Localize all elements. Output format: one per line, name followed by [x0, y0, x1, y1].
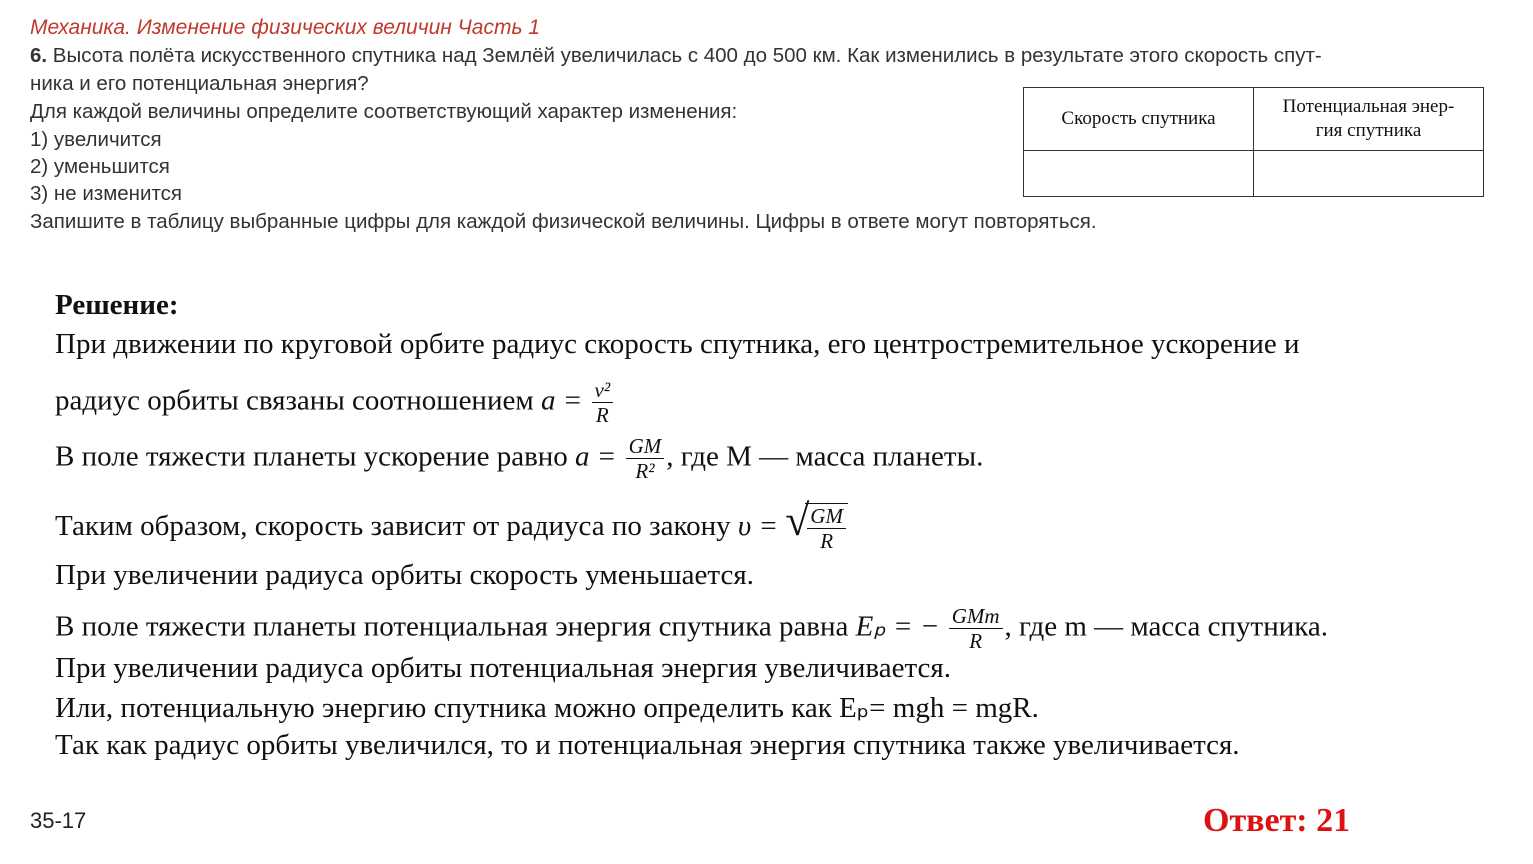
formula-3-num: GM: [807, 504, 846, 529]
solution-line-5: При увеличении радиуса орбиты скорость уменьшается.: [55, 559, 754, 591]
header-title: Механика. Изменение физических величин Часть 1: [30, 16, 541, 39]
table-cell-speed[interactable]: [1024, 151, 1254, 197]
formula-3-den: R: [820, 529, 834, 554]
formula-4-fraction: [949, 604, 1003, 653]
solution-line-3: [55, 434, 983, 483]
problem-line-3: Для каждой величины определите соответствующий характер изменения:: [30, 100, 738, 123]
solution-line-6-text: В поле тяжести планеты потенциальная энергия спутника равна: [55, 610, 849, 643]
answer-text: Ответ: 21: [1203, 802, 1351, 839]
solution-line-2: [55, 378, 615, 427]
formula-1-lhs: a =: [540, 384, 583, 417]
formula-4-lhs: Eₚ = −: [855, 610, 940, 643]
problem-line-2: ника и его потенциальная энергия?: [30, 72, 369, 95]
solution-line-6: [55, 604, 1328, 653]
formula-4-num: GMm: [949, 604, 1003, 629]
option-1: 1) увеличится: [30, 128, 162, 151]
answer-table: [1023, 87, 1484, 197]
table-cell-energy[interactable]: [1254, 151, 1484, 197]
solution-line-3-text: В поле тяжести планеты ускорение равно: [55, 440, 568, 473]
page-number: 35-17: [30, 808, 87, 833]
solution-line-4: [55, 496, 848, 554]
formula-3-lhs: υ =: [737, 509, 779, 542]
formula-2-lhs: a =: [575, 440, 617, 473]
sqrt-sign: √: [785, 496, 810, 545]
formula-1-num: v²: [592, 378, 614, 403]
formula-2-den: R²: [635, 459, 655, 484]
solution-line-2-text: радиус орбиты связаны соотношением: [55, 384, 534, 417]
table-header-energy-line2: гия спутника: [1315, 120, 1422, 141]
solution-title: Решение:: [55, 289, 179, 321]
problem-instruction: Запишите в таблицу выбранные цифры для каждой физической величины. Цифры в ответе могут повторяться.: [30, 210, 1097, 233]
formula-1-den: R: [595, 403, 609, 428]
solution-line-3-post: , где М — масса планеты.: [666, 440, 984, 473]
option-3: 3) не изменится: [30, 182, 182, 205]
formula-2-fraction: [626, 434, 665, 483]
solution-line-6-post: , где m — масса спутника.: [1004, 610, 1329, 643]
formula-4-den: R: [969, 629, 983, 654]
problem-text-1: Высота полёта искусственного спутника над Землёй увеличилась с 400 до 500 км. Как изменились в результате этого скорость спут-: [47, 44, 1322, 67]
option-2: 2) уменьшится: [30, 155, 170, 178]
table-header-speed: Скорость спутника: [1024, 88, 1254, 151]
formula-3-fraction: [807, 504, 846, 553]
solution-line-9: Так как радиус орбиты увеличился, то и потенциальная энергия спутника также увеличивается.: [55, 729, 1240, 761]
problem-line-1: [30, 44, 1322, 68]
formula-1-fraction: [592, 378, 614, 427]
formula-2-num: GM: [626, 434, 665, 459]
table-header-energy: [1254, 88, 1484, 151]
solution-line-7: При увеличении радиуса орбиты потенциальная энергия увеличивается.: [55, 652, 951, 684]
problem-number: 6.: [30, 44, 48, 67]
solution-line-8: Или, потенциальную энергию спутника можно определить как Eₚ= mgh = mgR.: [55, 692, 1039, 724]
formula-3-sqrt: [785, 496, 848, 554]
solution-line-1: При движении по круговой орбите радиус скорость спутника, его центростремительное ускорение и: [55, 328, 1300, 360]
solution-line-4-text: Таким образом, скорость зависит от радиуса по закону: [55, 509, 731, 542]
table-header-energy-line1: Потенциальная энер-: [1282, 96, 1455, 118]
